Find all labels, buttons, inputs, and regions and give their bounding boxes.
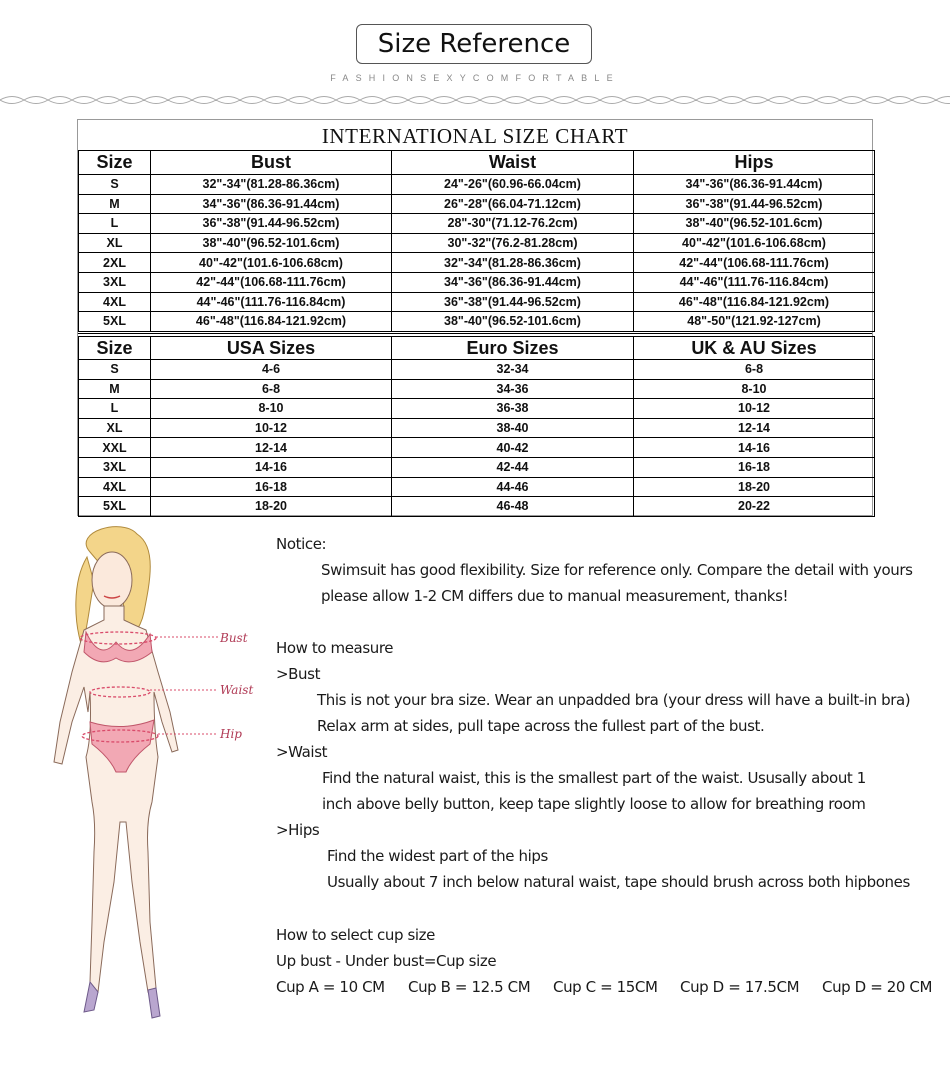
table-cell: 10-12 bbox=[634, 399, 875, 419]
table-cell: 28"-30"(71.12-76.2cm) bbox=[392, 214, 634, 234]
table-cell: 40-42 bbox=[392, 438, 634, 458]
table-cell: 40"-42"(101.6-106.68cm) bbox=[151, 253, 392, 273]
table-cell: 32"-34"(81.28-86.36cm) bbox=[392, 253, 634, 273]
table-cell: 3XL bbox=[79, 272, 151, 292]
conversion-row bbox=[79, 477, 875, 497]
table-cell: S bbox=[79, 360, 151, 380]
column-header-hips: Hips bbox=[634, 151, 875, 175]
table-cell: L bbox=[79, 214, 151, 234]
table-cell: XL bbox=[79, 233, 151, 253]
measurements-row bbox=[79, 272, 875, 292]
table-cell: 48"-50"(121.92-127cm) bbox=[634, 312, 875, 332]
bust-line-2: Relax arm at sides, pull tape across the fullest part of the bust. bbox=[317, 717, 765, 735]
table-cell: 38-40 bbox=[392, 418, 634, 438]
table-cell: 8-10 bbox=[151, 399, 392, 419]
table-cell: 10-12 bbox=[151, 418, 392, 438]
table-cell: 4XL bbox=[79, 477, 151, 497]
notice-line-1: Swimsuit has good flexibility. Size for reference only. Compare the detail with yours bbox=[321, 561, 913, 579]
waist-label: Waist bbox=[220, 683, 254, 697]
table-cell: 5XL bbox=[79, 312, 151, 332]
conversion-row bbox=[79, 399, 875, 419]
conversion-row bbox=[79, 379, 875, 399]
measurements-row bbox=[79, 175, 875, 195]
waist-heading: >Waist bbox=[276, 743, 328, 761]
cup-size-dd: Cup D = 20 CM bbox=[822, 978, 932, 996]
table-cell: XXL bbox=[79, 438, 151, 458]
table-cell: 12-14 bbox=[634, 418, 875, 438]
table-cell: 34"-36"(86.36-91.44cm) bbox=[392, 272, 634, 292]
table-cell: 44"-46"(111.76-116.84cm) bbox=[634, 272, 875, 292]
table-cell: 14-16 bbox=[634, 438, 875, 458]
table-cell: 34"-36"(86.36-91.44cm) bbox=[634, 175, 875, 195]
hips-heading: >Hips bbox=[276, 821, 320, 839]
conversion-row bbox=[79, 497, 875, 517]
column-header-usa: USA Sizes bbox=[151, 337, 392, 360]
table-cell: 38"-40"(96.52-101.6cm) bbox=[392, 312, 634, 332]
table-cell: 36"-38"(91.44-96.52cm) bbox=[392, 292, 634, 312]
bust-label: Bust bbox=[220, 631, 248, 645]
table-cell: 36-38 bbox=[392, 399, 634, 419]
table-cell: 36"-38"(91.44-96.52cm) bbox=[634, 194, 875, 214]
column-header-bust: Bust bbox=[151, 151, 392, 175]
size-chart bbox=[77, 119, 873, 516]
conversion-header-row bbox=[79, 337, 875, 360]
waist-line-1: Find the natural waist, this is the smallest part of the waist. Ususally about 1 bbox=[322, 769, 866, 787]
measurements-row bbox=[79, 214, 875, 234]
notice-line-2: please allow 1-2 CM differs due to manual measurement, thanks! bbox=[321, 587, 789, 605]
column-header-uk-au: UK & AU Sizes bbox=[634, 337, 875, 360]
conversion-row bbox=[79, 457, 875, 477]
table-cell: 3XL bbox=[79, 457, 151, 477]
table-cell: 34-36 bbox=[392, 379, 634, 399]
hips-line-1: Find the widest part of the hips bbox=[327, 847, 548, 865]
table-cell: 40"-42"(101.6-106.68cm) bbox=[634, 233, 875, 253]
table-cell: 14-16 bbox=[151, 457, 392, 477]
decorative-wave-divider bbox=[0, 92, 950, 108]
table-cell: 6-8 bbox=[151, 379, 392, 399]
column-header-waist: Waist bbox=[392, 151, 634, 175]
table-cell: 42-44 bbox=[392, 457, 634, 477]
waist-line-2: inch above belly button, keep tape slightly loose to allow for breathing room bbox=[322, 795, 866, 813]
table-cell: 44-46 bbox=[392, 477, 634, 497]
table-cell: 30"-32"(76.2-81.28cm) bbox=[392, 233, 634, 253]
table-cell: 18-20 bbox=[634, 477, 875, 497]
conversion-table bbox=[78, 336, 875, 517]
table-cell: S bbox=[79, 175, 151, 195]
page-title: Size Reference bbox=[356, 24, 592, 64]
cup-size-c: Cup C = 15CM bbox=[553, 978, 658, 996]
table-cell: 18-20 bbox=[151, 497, 392, 517]
table-cell: 6-8 bbox=[634, 360, 875, 380]
table-cell: 44"-46"(111.76-116.84cm) bbox=[151, 292, 392, 312]
table-cell: 4XL bbox=[79, 292, 151, 312]
column-header-euro: Euro Sizes bbox=[392, 337, 634, 360]
cup-size-a: Cup A = 10 CM bbox=[276, 978, 385, 996]
table-cell: L bbox=[79, 399, 151, 419]
table-cell: 16-18 bbox=[634, 457, 875, 477]
table-cell: 20-22 bbox=[634, 497, 875, 517]
table-cell: 36"-38"(91.44-96.52cm) bbox=[151, 214, 392, 234]
measurements-row bbox=[79, 312, 875, 332]
table-cell: 38"-40"(96.52-101.6cm) bbox=[634, 214, 875, 234]
table-cell: 38"-40"(96.52-101.6cm) bbox=[151, 233, 392, 253]
measure-heading: How to measure bbox=[276, 639, 394, 657]
notice-heading: Notice: bbox=[276, 535, 327, 553]
measurements-table bbox=[78, 150, 875, 332]
conversion-row bbox=[79, 360, 875, 380]
bust-heading: >Bust bbox=[276, 665, 321, 683]
table-cell: 12-14 bbox=[151, 438, 392, 458]
cup-heading: How to select cup size bbox=[276, 926, 435, 944]
table-cell: 26"-28"(66.04-71.12cm) bbox=[392, 194, 634, 214]
conversion-row bbox=[79, 438, 875, 458]
page-subtitle: FASHIONSEXYCOMFORTABLE bbox=[330, 73, 620, 83]
measurements-row bbox=[79, 253, 875, 273]
table-cell: XL bbox=[79, 418, 151, 438]
cup-formula: Up bust - Under bust=Cup size bbox=[276, 952, 497, 970]
table-separator bbox=[78, 331, 872, 334]
table-cell: 34"-36"(86.36-91.44cm) bbox=[151, 194, 392, 214]
bust-line-1: This is not your bra size. Wear an unpadded bra (your dress will have a built-in bra) bbox=[317, 691, 911, 709]
table-cell: 2XL bbox=[79, 253, 151, 273]
conversion-row bbox=[79, 418, 875, 438]
chart-title: INTERNATIONAL SIZE CHART bbox=[321, 124, 629, 148]
cup-size-d: Cup D = 17.5CM bbox=[680, 978, 800, 996]
table-cell: 46"-48"(116.84-121.92cm) bbox=[151, 312, 392, 332]
measurements-row bbox=[79, 233, 875, 253]
column-header-size: Size bbox=[79, 337, 151, 360]
table-cell: 32-34 bbox=[392, 360, 634, 380]
cup-size-b: Cup B = 12.5 CM bbox=[408, 978, 531, 996]
table-cell: 46-48 bbox=[392, 497, 634, 517]
table-cell: 46"-48"(116.84-121.92cm) bbox=[634, 292, 875, 312]
table-cell: 42"-44"(106.68-111.76cm) bbox=[151, 272, 392, 292]
measurements-row bbox=[79, 194, 875, 214]
table-cell: M bbox=[79, 194, 151, 214]
column-header-size: Size bbox=[79, 151, 151, 175]
table-cell: 4-6 bbox=[151, 360, 392, 380]
table-cell: 16-18 bbox=[151, 477, 392, 497]
table-cell: 8-10 bbox=[634, 379, 875, 399]
table-cell: 24"-26"(60.96-66.04cm) bbox=[392, 175, 634, 195]
table-cell: 42"-44"(106.68-111.76cm) bbox=[634, 253, 875, 273]
measurements-header-row bbox=[79, 151, 875, 175]
body-measurement-illustration bbox=[32, 522, 262, 1022]
hips-line-2: Usually about 7 inch below natural waist, tape should brush across both hipbones bbox=[327, 873, 910, 891]
table-cell: 5XL bbox=[79, 497, 151, 517]
hip-label: Hip bbox=[220, 727, 242, 741]
table-cell: 32"-34"(81.28-86.36cm) bbox=[151, 175, 392, 195]
measurements-row bbox=[79, 292, 875, 312]
table-cell: M bbox=[79, 379, 151, 399]
